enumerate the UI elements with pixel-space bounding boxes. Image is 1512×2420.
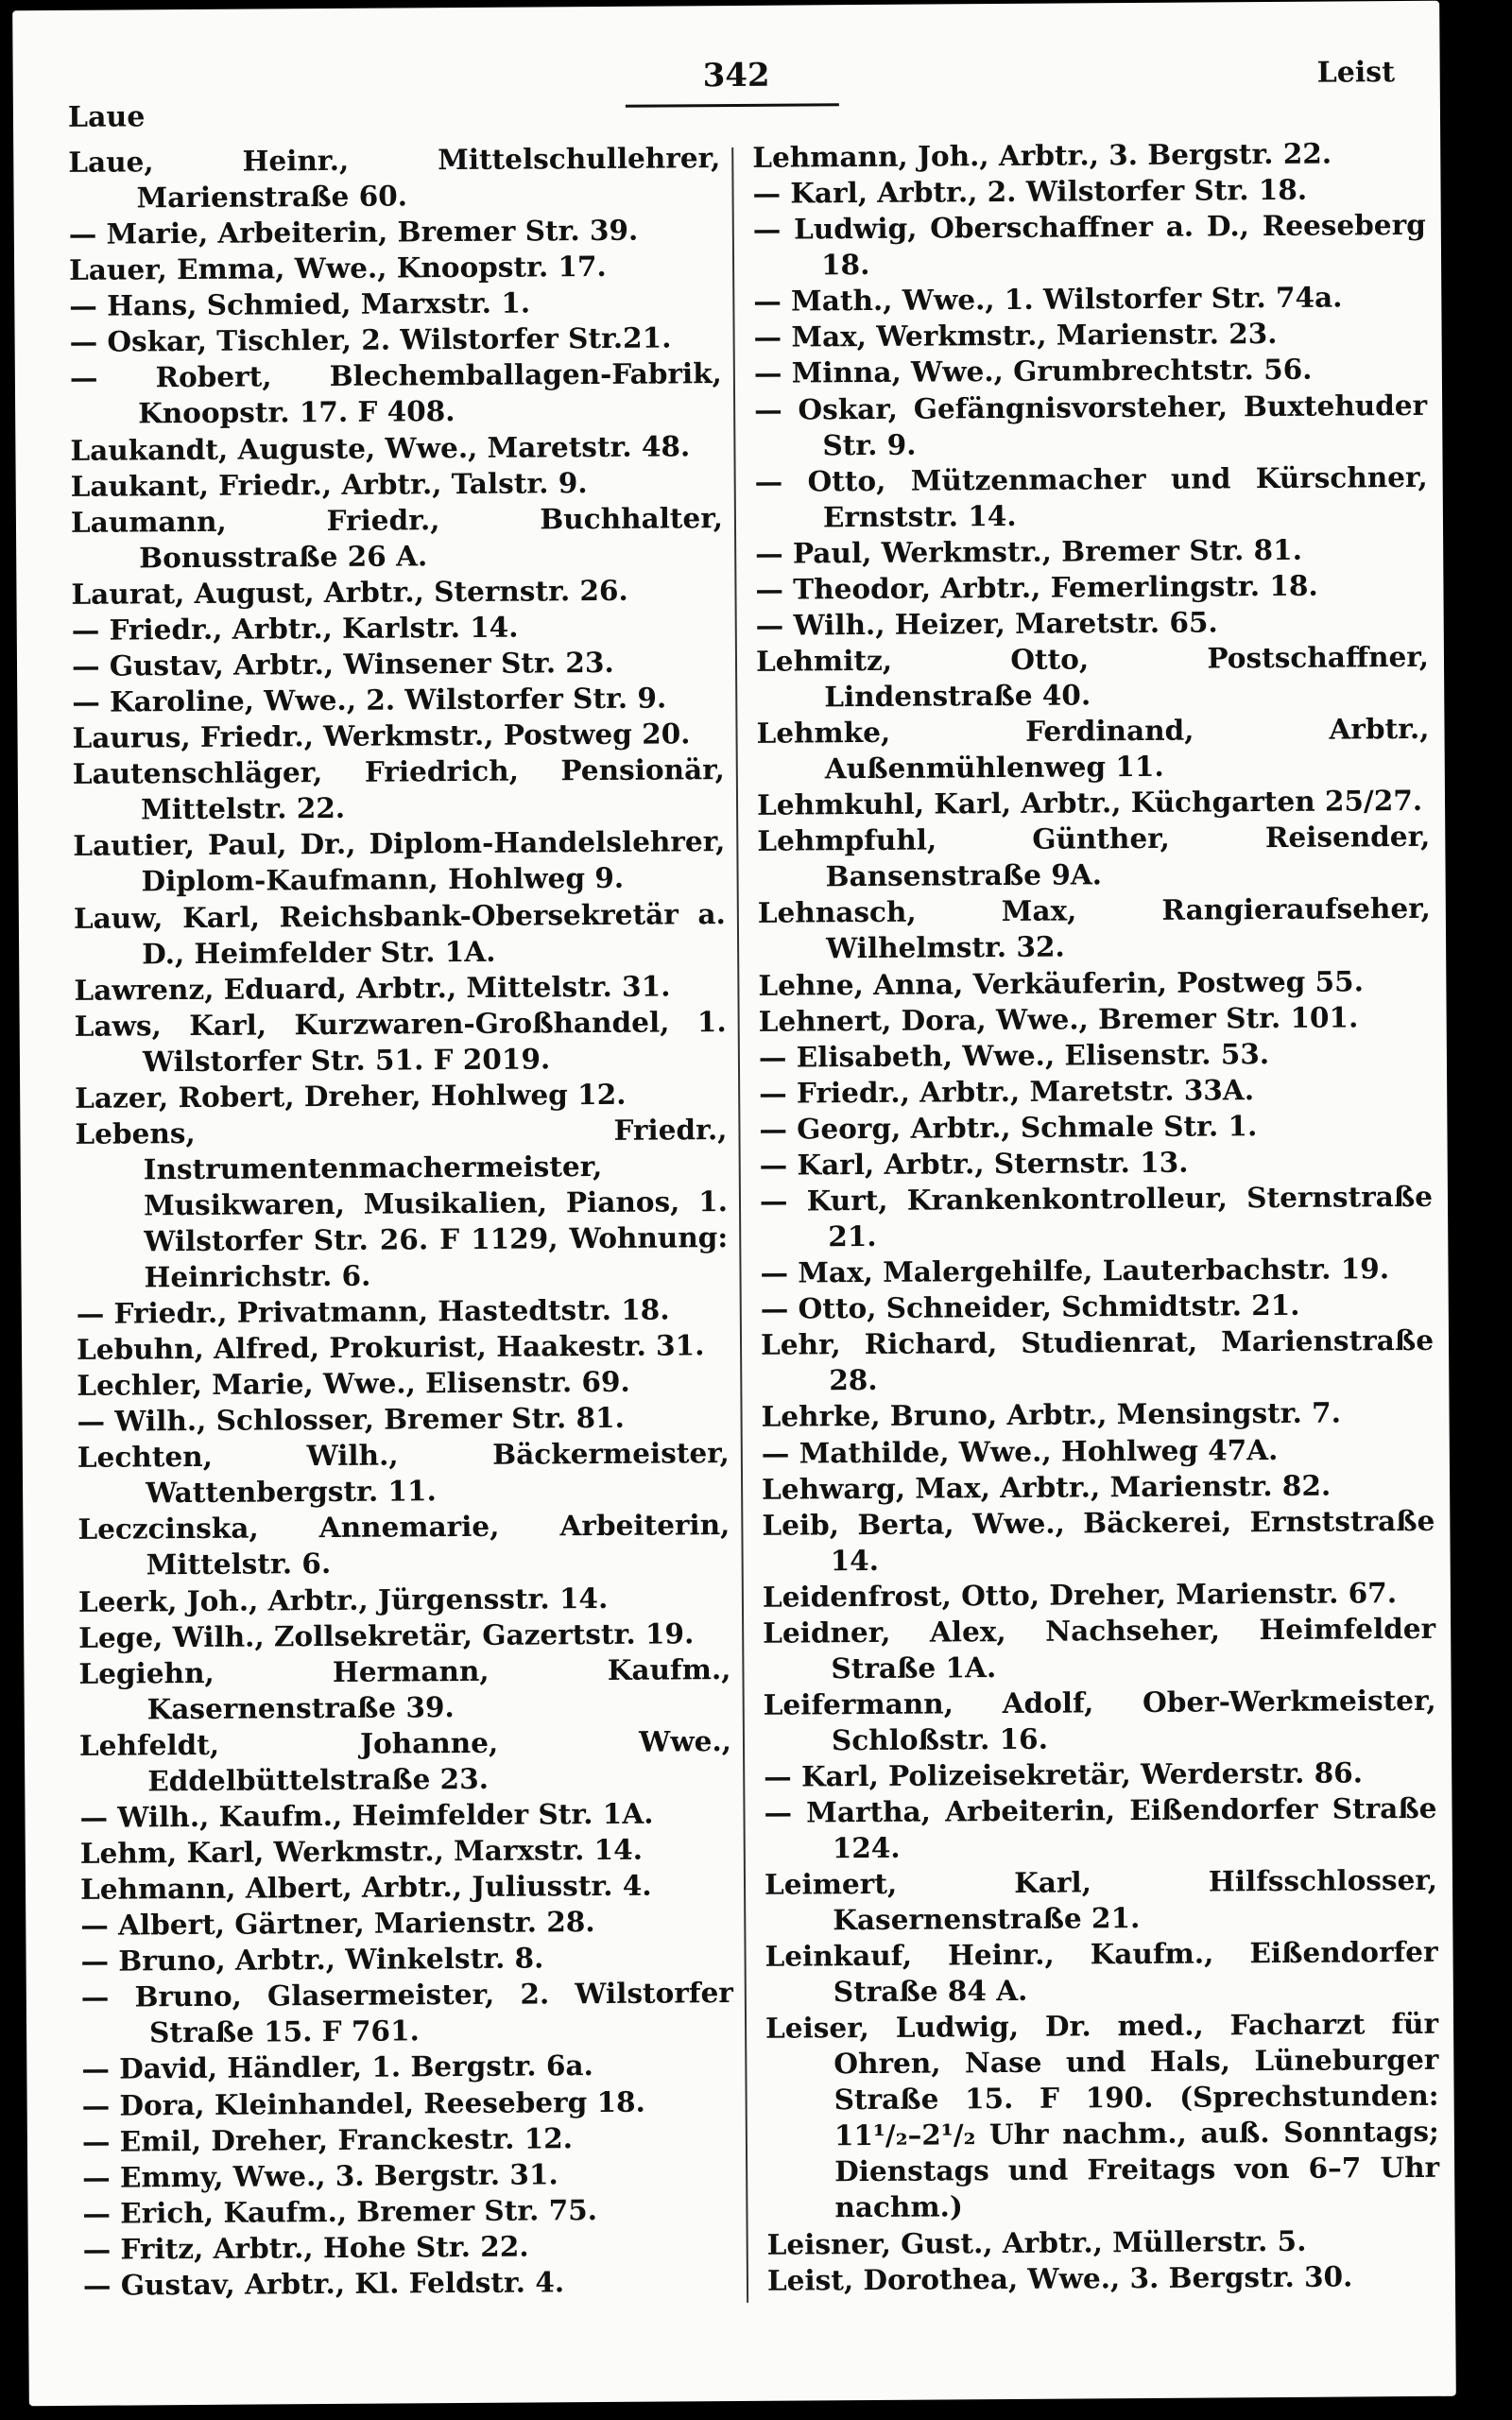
- directory-entry: Lehrke, Bruno, Arbtr., Mensingstr. 7.: [761, 1395, 1342, 1434]
- directory-entry: — Wilh., Heizer, Maretstr. 65.: [755, 605, 1218, 642]
- directory-entry: — Hans, Schmied, Marxstr. 1.: [69, 285, 531, 323]
- directory-entry: Lehm, Karl, Werkmstr., Marxstr. 14.: [79, 1832, 644, 1870]
- directory-entry: — Math., Wwe., 1. Wilstorfer Str. 74a.: [753, 280, 1343, 319]
- directory-entry: Laumann, Friedr., Buchhalter, Bonusstraße 26 A.: [70, 500, 724, 575]
- directory-entry: Leisner, Gust., Arbtr., Müllerstr. 5.: [766, 2223, 1307, 2261]
- directory-entry: — Karl, Arbtr., 2. Wilstorfer Str. 18.: [752, 172, 1308, 210]
- directory-entry: Lebuhn, Alfred, Prokurist, Haakestr. 31.: [76, 1328, 705, 1366]
- directory-entry: Laurus, Friedr., Werkmstr., Postweg 20.: [72, 717, 691, 755]
- directory-entry: Lehmann, Joh., Arbtr., 3. Bergstr. 22.: [752, 136, 1332, 174]
- column-divider: [731, 147, 748, 2303]
- directory-entry: Leczcinska, Annemarie, Arbeiterin, Mittelstr. 6.: [77, 1508, 730, 1582]
- directory-entry: Lehmkuhl, Karl, Arbtr., Küchgarten 25/27.: [756, 784, 1423, 822]
- directory-entry: — Friedr., Privatmann, Hastedtstr. 18.: [76, 1292, 670, 1330]
- header-right-keyword: Leist: [1316, 56, 1396, 90]
- directory-entry: — Theodor, Arbtr., Femerlingstr. 18.: [755, 568, 1318, 606]
- directory-entry: Lehwarg, Max, Arbtr., Marienstr. 82.: [761, 1468, 1332, 1506]
- directory-entry: — Karl, Arbtr., Sternstr. 13.: [759, 1145, 1189, 1182]
- directory-entry: — Ludwig, Oberschaffner a. D., Reeseberg 18.: [752, 208, 1426, 282]
- directory-entry: Leimert, Karl, Hilfsschlosser, Kasernenstraße 21.: [764, 1863, 1438, 1937]
- directory-entry: Leiser, Ludwig, Dr. med., Facharzt für Ohren, Nase und Hals, Lüneburger Straße 15. F 190. (Sprechstunden: 11¹/₂–2¹/₂ Uhr nachm., auß. Sonntags; Dienstags und Freitags von 6–7 Uhr nachm.): [765, 2007, 1440, 2224]
- directory-entry: — Emmy, Wwe., 3. Bergstr. 31.: [82, 2157, 558, 2194]
- directory-entry: — Albert, Gärtner, Marienstr. 28.: [80, 1905, 595, 1943]
- directory-entry: Leib, Berta, Wwe., Bäckerei, Ernststraße 14.: [762, 1503, 1435, 1578]
- directory-entry: — Marie, Arbeiterin, Bremer Str. 39.: [68, 213, 639, 251]
- directory-entry: — Paul, Werkmstr., Bremer Str. 81.: [755, 532, 1303, 570]
- directory-entry: — Friedr., Arbtr., Karlstr. 14.: [71, 610, 519, 647]
- directory-entry: — Bruno, Glasermeister, 2. Wilstorfer Straße 15. F 761.: [80, 1976, 733, 2049]
- directory-entry: Lauer, Emma, Wwe., Knoopstr. 17.: [68, 250, 607, 287]
- directory-entry: Laue, Heinr., Mittelschullehrer, Marienstraße 60.: [68, 141, 721, 215]
- directory-entry: — Georg, Arbtr., Schmale Str. 1.: [759, 1109, 1258, 1146]
- directory-page-sheet: [12, 1, 1456, 2406]
- directory-entry: Lehmann, Albert, Arbtr., Juliusstr. 4.: [79, 1868, 652, 1906]
- directory-entry: Leerk, Joh., Arbtr., Jürgensstr. 14.: [77, 1581, 609, 1618]
- directory-entry: Laurat, August, Arbtr., Sternstr. 26.: [71, 573, 628, 611]
- directory-entry: Lehnert, Dora, Wwe., Bremer Str. 101.: [758, 999, 1359, 1038]
- directory-entry: — Karoline, Wwe., 2. Wilstorfer Str. 9.: [72, 681, 667, 719]
- directory-entry: — David, Händler, 1. Bergstr. 6a.: [81, 2048, 593, 2086]
- directory-entry: Lautenschläger, Friedrich, Pensionär, Mittelstr. 22.: [72, 752, 725, 826]
- directory-entry: — Elisabeth, Wwe., Elisenstr. 53.: [758, 1036, 1270, 1074]
- right-column: [752, 135, 1440, 2299]
- left-column: [68, 140, 735, 2304]
- directory-entry: Lege, Wilh., Zollsekretär, Gazertstr. 19.: [78, 1616, 695, 1654]
- directory-entry: Lehnasch, Max, Rangieraufseher, Wilhelmstr. 32.: [757, 891, 1431, 965]
- directory-entry: — Oskar, Tischler, 2. Wilstorfer Str.21.: [69, 320, 672, 359]
- directory-entry: — Dora, Kleinhandel, Reeseberg 18.: [81, 2084, 646, 2122]
- directory-entry: Leidner, Alex, Nachseher, Heimfelder Straße 1A.: [763, 1611, 1436, 1685]
- directory-entry: Lechten, Wilh., Bäckermeister, Wattenbergstr. 11.: [77, 1436, 730, 1510]
- directory-entry: Lazer, Robert, Dreher, Hohlweg 12.: [75, 1077, 627, 1115]
- directory-entry: — Kurt, Krankenkontrolleur, Sternstraße 21.: [759, 1179, 1434, 1253]
- directory-entry: — Martha, Arbeiterin, Eißendorfer Straße 124.: [764, 1791, 1437, 1865]
- directory-entry: Laws, Karl, Kurzwaren-Großhandel, 1. Wilstorfer Str. 51. F 2019.: [74, 1004, 727, 1079]
- header-left-keyword: Laue: [67, 100, 146, 134]
- directory-entry: — Mathilde, Wwe., Hohlweg 47A.: [761, 1432, 1279, 1470]
- directory-entry: — Erich, Kaufm., Bremer Str. 75.: [82, 2192, 598, 2230]
- directory-entry: Lautier, Paul, Dr., Diplom-Handelslehrer, Diplom-Kaufmann, Hohlweg 9.: [73, 824, 726, 898]
- directory-entry: Legiehn, Hermann, Kaufm., Kasernenstraße 39.: [78, 1651, 731, 1726]
- directory-entry: — Gustav, Arbtr., Kl. Feldstr. 4.: [82, 2265, 565, 2302]
- directory-entry: Lechler, Marie, Wwe., Elisenstr. 69.: [77, 1364, 630, 1403]
- directory-entry: Lehfeldt, Johanne, Wwe., Eddelbüttelstraße 23.: [78, 1723, 732, 1798]
- directory-entry: — Oskar, Gefängnisvorsteher, Buxtehuder Str. 9.: [754, 388, 1428, 461]
- directory-entry: Laukant, Friedr., Arbtr., Talstr. 9.: [70, 465, 588, 503]
- directory-entry: Leist, Dorothea, Wwe., 3. Bergstr. 30.: [766, 2259, 1353, 2297]
- directory-entry: Lehmitz, Otto, Postschaffner, Lindenstraße 40.: [755, 639, 1430, 714]
- directory-entry: — Otto, Mützenmacher und Kürschner, Ernststr. 14.: [754, 459, 1428, 533]
- directory-entry: Laukandt, Auguste, Wwe., Maretstr. 48.: [70, 428, 691, 467]
- directory-entry: — Max, Malergehilfe, Lauterbachstr. 19.: [760, 1252, 1390, 1289]
- directory-entry: Leinkauf, Heinr., Kaufm., Eißendorfer Straße 84 A.: [765, 1935, 1438, 2009]
- directory-entry: — Friedr., Arbtr., Maretstr. 33A.: [759, 1072, 1255, 1110]
- directory-entry: Lehne, Anna, Verkäuferin, Postweg 55.: [758, 963, 1365, 1002]
- header-rule: [626, 103, 839, 108]
- directory-entry: — Emil, Dreher, Franckestr. 12.: [81, 2120, 574, 2158]
- directory-entry: Lebens, Friedr., Instrumentenmachermeister, Musikwaren, Musikalien, Pianos, 1. Wilstorfer Str. 26. F 1129, Wohnung: Heinrichstr. 6.: [75, 1112, 729, 1294]
- directory-entry: Lehmpfuhl, Günther, Reisender, Bansenstraße 9A.: [757, 820, 1431, 893]
- directory-entry: — Bruno, Arbtr., Winkelstr. 8.: [80, 1941, 544, 1979]
- directory-entry: — Karl, Polizeisekretär, Werderstr. 86.: [764, 1755, 1364, 1793]
- directory-entry: — Minna, Wwe., Grumbrechtstr. 56.: [753, 353, 1313, 390]
- directory-entry: — Wilh., Kaufm., Heimfelder Str. 1A.: [79, 1796, 654, 1834]
- directory-entry: Leifermann, Adolf, Ober-Werkmeister, Schloßstr. 16.: [763, 1683, 1436, 1757]
- directory-entry: Leidenfrost, Otto, Dreher, Marienstr. 67.: [762, 1575, 1398, 1614]
- directory-entry: — Robert, Blechemballagen-Fabrik, Knoopstr. 17. F 408.: [69, 356, 722, 430]
- directory-entry: Lehmke, Ferdinand, Arbtr., Außenmühlenweg 11.: [756, 711, 1430, 786]
- directory-entry: — Gustav, Arbtr., Winsener Str. 23.: [71, 645, 614, 683]
- directory-entry: — Wilh., Schlosser, Bremer Str. 81.: [77, 1401, 625, 1439]
- directory-entry: Lauw, Karl, Reichsbank-Obersekretär a. D., Heimfelder Str. 1A.: [73, 896, 726, 970]
- directory-entry: Lehr, Richard, Studienrat, Marienstraße 28.: [760, 1323, 1435, 1397]
- directory-entry: Lawrenz, Eduard, Arbtr., Mittelstr. 31.: [74, 969, 671, 1007]
- directory-entry: — Fritz, Arbtr., Hohe Str. 22.: [82, 2229, 529, 2266]
- page-number: 342: [702, 56, 770, 95]
- directory-entry: — Max, Werkmstr., Marienstr. 23.: [753, 317, 1278, 354]
- directory-entry: — Otto, Schneider, Schmidtstr. 21.: [760, 1288, 1300, 1326]
